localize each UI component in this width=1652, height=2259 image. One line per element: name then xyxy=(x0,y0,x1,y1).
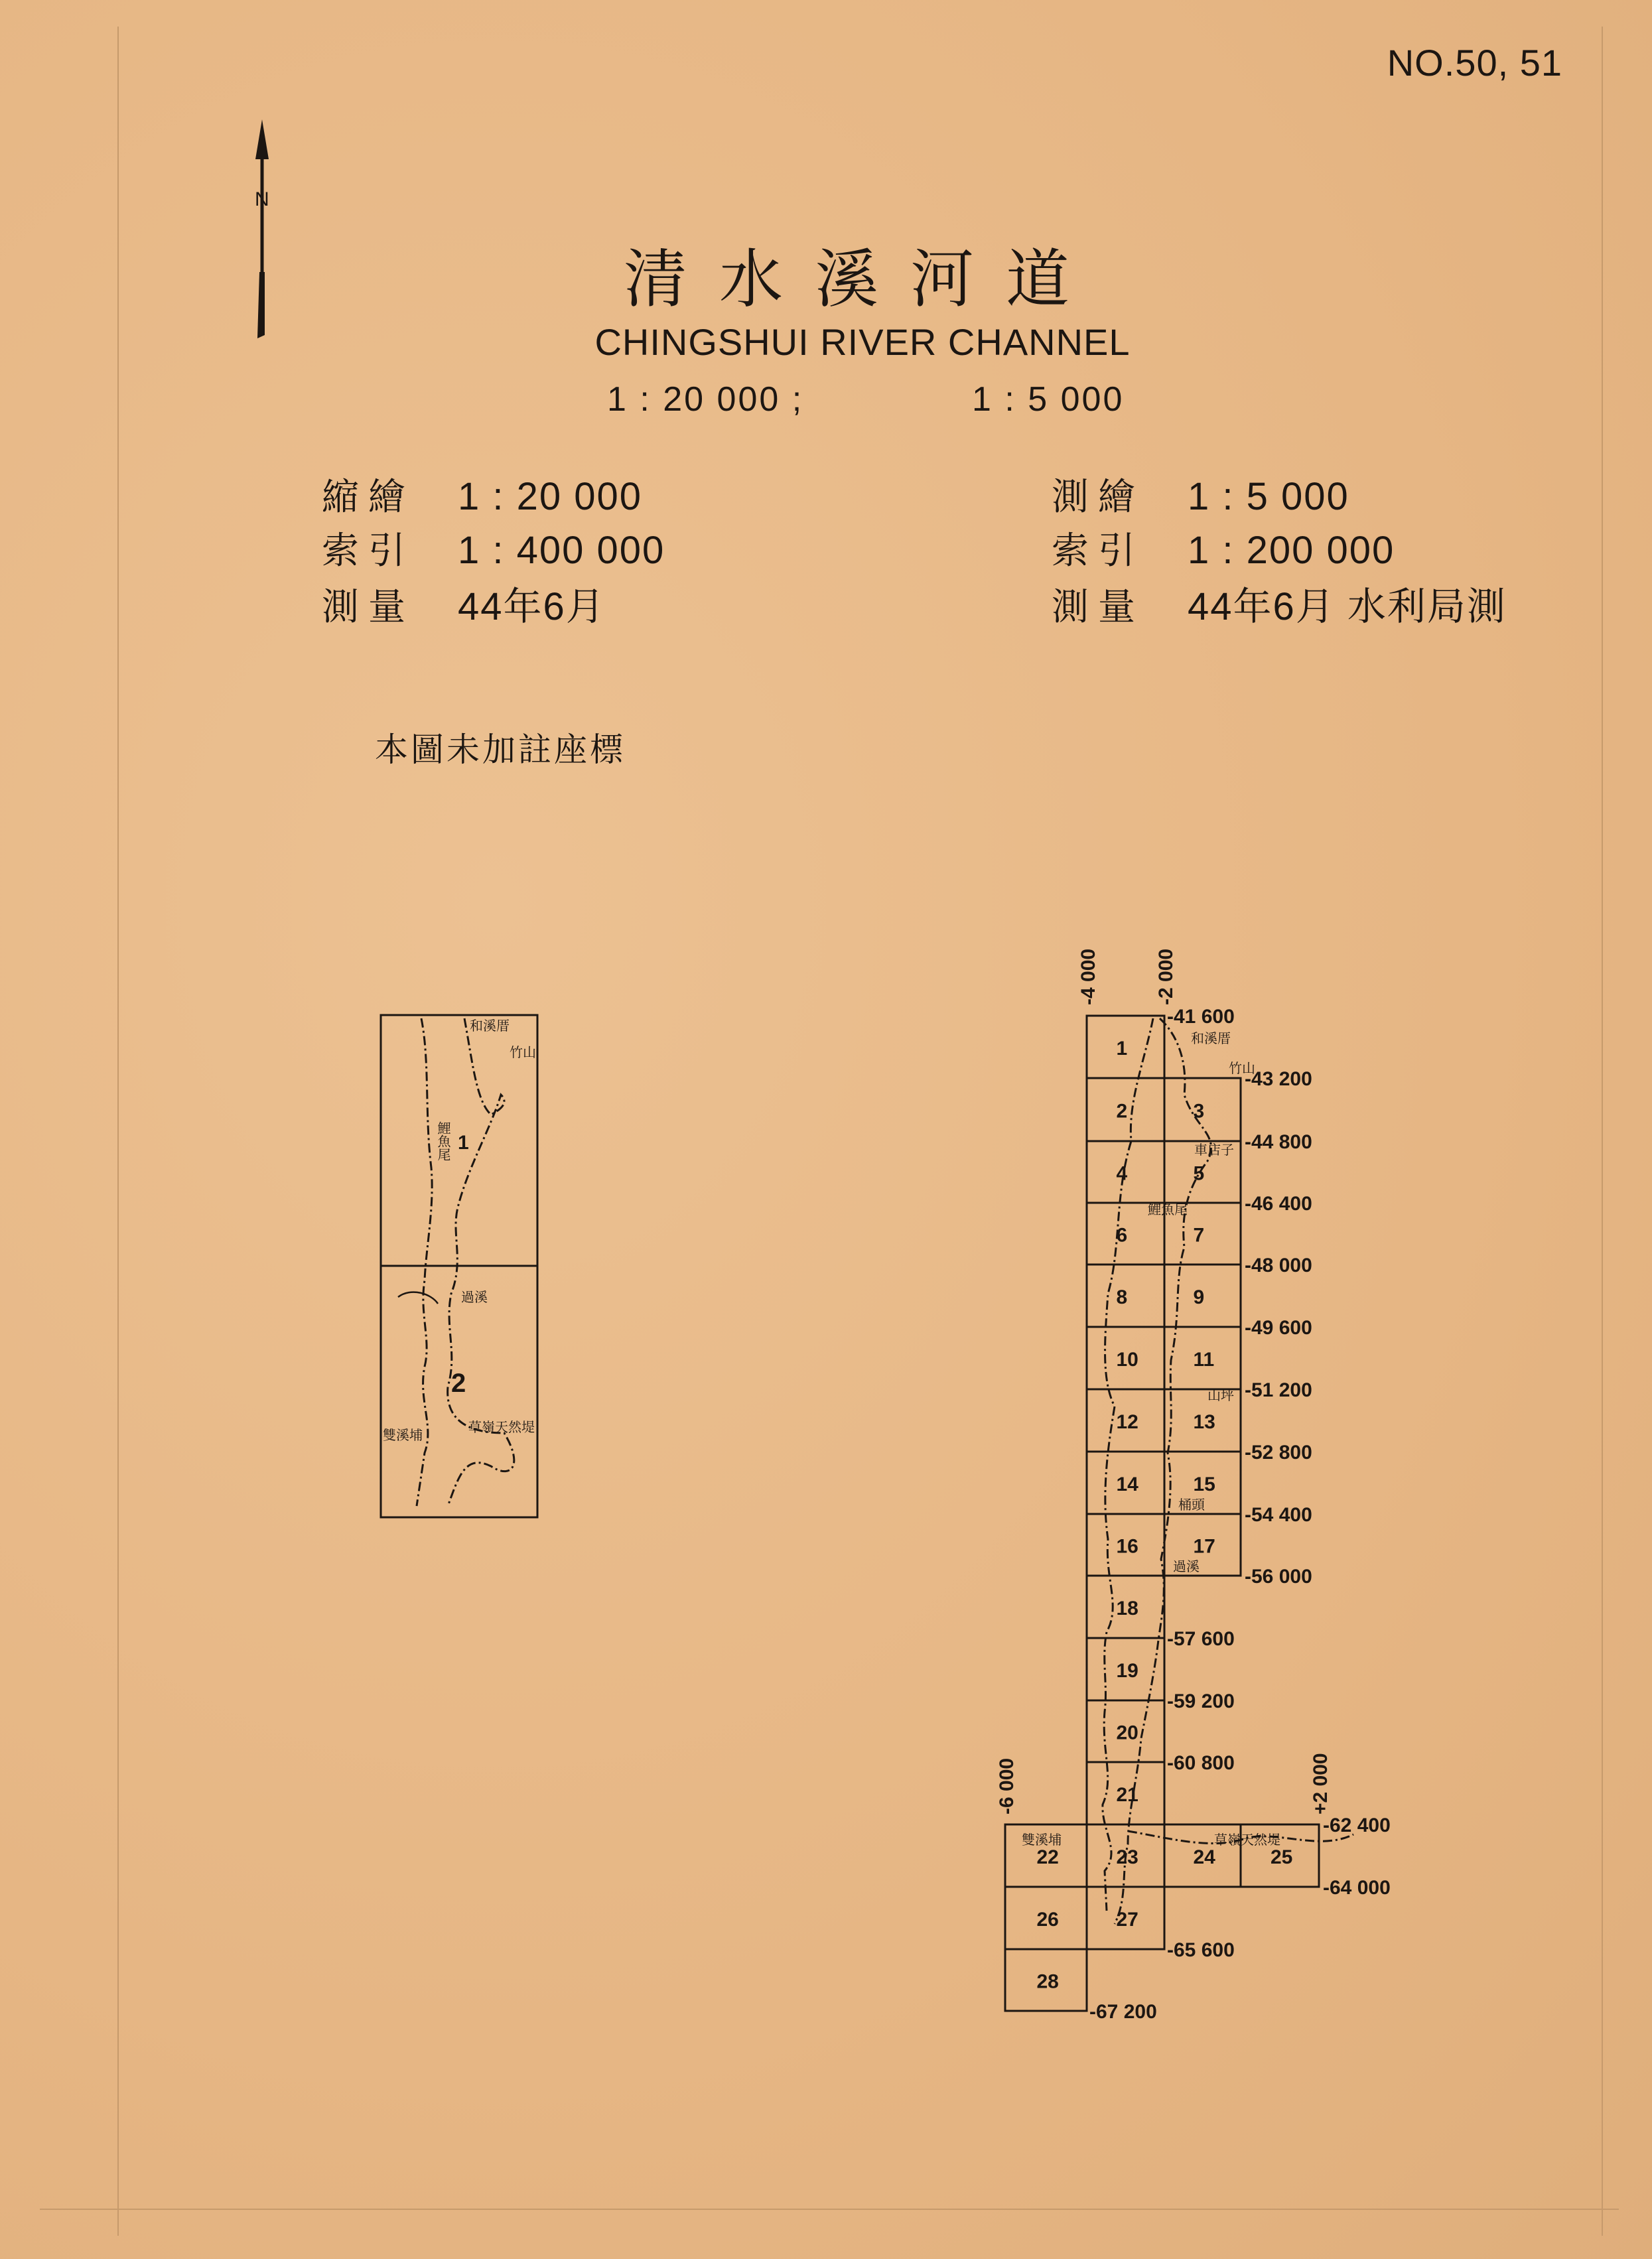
info-label: 測量 xyxy=(322,586,415,629)
sheet-number-label: 3 xyxy=(1193,1100,1205,1123)
y-coordinate-label: -41 600 xyxy=(1167,1006,1235,1028)
place-label: 桶頭 xyxy=(1178,1497,1205,1513)
info-value: 1 : 20 000 xyxy=(458,475,642,518)
small-sheet-label: 2 xyxy=(451,1369,466,1398)
sheet-number-label: 10 xyxy=(1116,1349,1138,1371)
river-bank-left xyxy=(1103,1018,1153,1911)
y-coordinate-label: -60 800 xyxy=(1167,1752,1235,1774)
y-coordinate-label: -48 000 xyxy=(1245,1255,1312,1276)
info-value: 1 : 5 000 xyxy=(1188,475,1349,518)
place-label: 竹山 xyxy=(1229,1060,1255,1076)
place-label: 草嶺天然堤 xyxy=(468,1419,535,1435)
small-index-map xyxy=(381,1015,537,1517)
place-label: 竹山 xyxy=(510,1044,536,1060)
large-index-river xyxy=(1022,1018,1353,1924)
y-coordinate-label: -51 200 xyxy=(1245,1379,1312,1401)
y-coordinate-label: -67 200 xyxy=(1089,2001,1157,2023)
scale-right: 1 : 5 000 xyxy=(972,380,1125,419)
sheet-number-label: 13 xyxy=(1193,1411,1215,1433)
sheet-number-label: 12 xyxy=(1116,1411,1138,1433)
scale-left: 1 : 20 000 ; xyxy=(607,380,804,419)
info-value: 1 : 200 000 xyxy=(1188,529,1395,572)
place-label: 鯉魚尾 xyxy=(1148,1201,1188,1217)
sheet-number-label: 27 xyxy=(1116,1909,1138,1931)
sheet-number-label: 25 xyxy=(1271,1846,1293,1868)
sheet-number-label: 21 xyxy=(1116,1784,1138,1806)
y-coordinate-label: -46 400 xyxy=(1245,1193,1312,1215)
sheet-number-label: 1 xyxy=(1116,1038,1128,1060)
north-arrow-letter: N xyxy=(255,188,269,210)
y-coordinate-label: -65 600 xyxy=(1167,1939,1235,1961)
info-label: 縮繪 xyxy=(322,476,415,519)
sheet-number-label: 2 xyxy=(1116,1100,1128,1123)
info-label: 測繪 xyxy=(1052,476,1144,519)
sheet-number-label: 9 xyxy=(1193,1286,1205,1308)
info-label: 索引 xyxy=(322,529,415,573)
sheet-number-label: 17 xyxy=(1193,1535,1215,1558)
place-label: 車店子 xyxy=(1194,1142,1234,1158)
sheet-number-label: 18 xyxy=(1116,1598,1138,1619)
y-coordinate-label: -62 400 xyxy=(1323,1814,1391,1836)
small-sheet-label: 1 xyxy=(458,1132,469,1154)
map-title-english: CHINGSHUI RIVER CHANNEL xyxy=(594,321,1131,363)
sheet-number-label: 6 xyxy=(1116,1224,1128,1247)
sheet-number-label: 16 xyxy=(1116,1535,1138,1558)
map-title-chinese: 清水溪河道 xyxy=(624,242,1101,316)
sheet-number-label: 8 xyxy=(1116,1286,1128,1308)
sheet-number-label: 26 xyxy=(1036,1909,1059,1931)
place-label: 和溪厝 xyxy=(470,1018,510,1034)
y-coordinate-label: -57 600 xyxy=(1167,1628,1235,1650)
sheet-number-label: 5 xyxy=(1193,1162,1205,1185)
y-coordinate-label: -54 400 xyxy=(1245,1504,1312,1526)
sheet-number-label: 11 xyxy=(1193,1349,1215,1371)
info-label: 索引 xyxy=(1052,529,1144,573)
large-index-grid xyxy=(996,949,1391,2023)
x-coordinate-label: +2 000 xyxy=(1310,1753,1332,1814)
y-coordinate-label: -44 800 xyxy=(1245,1131,1312,1153)
place-label: 山坪 xyxy=(1207,1387,1234,1403)
sheet-number-label: 7 xyxy=(1193,1224,1205,1247)
y-coordinate-label: -56 000 xyxy=(1245,1566,1312,1588)
sheet-number-label: 19 xyxy=(1116,1660,1138,1682)
north-arrow xyxy=(255,119,269,338)
tributary xyxy=(398,1292,438,1304)
x-coordinate-label: -2 000 xyxy=(1155,948,1177,1005)
info-value: 44年6月 xyxy=(458,585,606,628)
y-coordinate-label: -59 200 xyxy=(1167,1690,1235,1712)
y-coordinate-label: -52 800 xyxy=(1245,1442,1312,1464)
place-label: 草嶺天然堤 xyxy=(1214,1832,1280,1848)
note-no-coordinates: 本圖未加註座標 xyxy=(375,730,626,769)
y-coordinate-label: -64 000 xyxy=(1323,1877,1391,1899)
place-label: 鯉魚尾 xyxy=(435,1121,451,1161)
sheet-number-label: 23 xyxy=(1116,1846,1138,1868)
place-label: 過溪 xyxy=(461,1289,488,1305)
x-coordinate-label: -4 000 xyxy=(1077,948,1099,1005)
sheet-number-label: 4 xyxy=(1116,1162,1128,1185)
sheet-number-label: 24 xyxy=(1193,1846,1215,1868)
sheet-number: NO.50, 51 xyxy=(1387,42,1562,84)
sheet-number-label: 20 xyxy=(1116,1722,1138,1744)
y-coordinate-label: -49 600 xyxy=(1245,1317,1312,1339)
sheet-number-label: 15 xyxy=(1193,1473,1215,1495)
place-label: 過溪 xyxy=(1173,1558,1200,1574)
sheet-number-label: 28 xyxy=(1036,1970,1059,1993)
place-label: 雙溪埔 xyxy=(383,1427,423,1443)
info-value: 1 : 400 000 xyxy=(458,529,665,572)
place-label: 和溪厝 xyxy=(1191,1030,1231,1046)
sheet-number-label: 14 xyxy=(1116,1473,1138,1495)
x-coordinate-label: -6 000 xyxy=(996,1757,1018,1814)
y-coordinate-label: -43 200 xyxy=(1245,1068,1312,1090)
place-label: 雙溪埔 xyxy=(1022,1832,1062,1848)
info-value: 44年6月 水利局測 xyxy=(1188,585,1507,628)
sheet-number-label: 22 xyxy=(1036,1846,1059,1868)
info-label: 測量 xyxy=(1052,586,1144,629)
